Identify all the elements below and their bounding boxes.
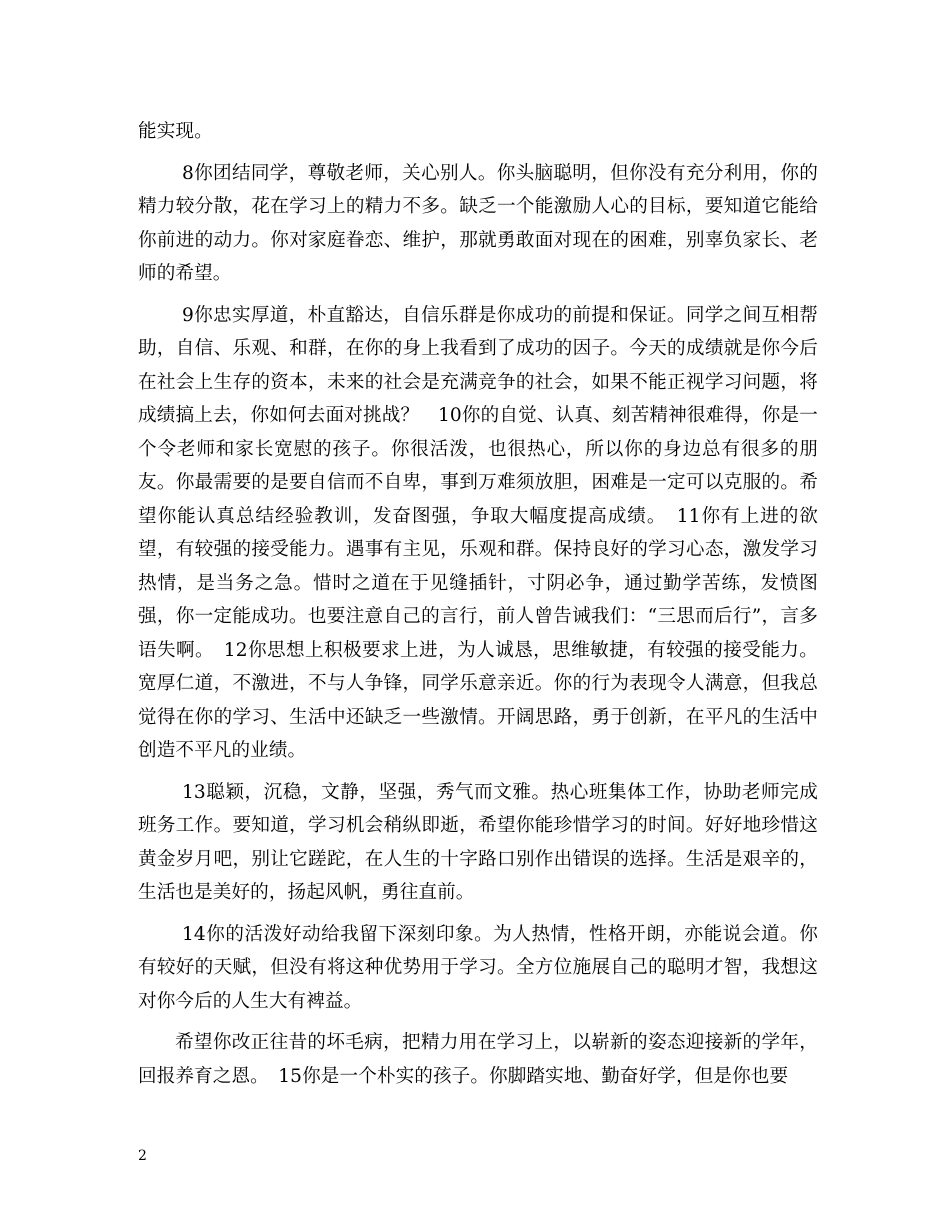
paragraph-comment-14: 14你的活泼好动给我留下深刻印象。为人热情，性格开朗，亦能说会道。你有较好的天赋，但没有将这种优势用于学习。全方位施展自己的聪明才智，我想这对你今后的人生大有裨益。 [138, 923, 818, 1012]
document-body [138, 115, 818, 1101]
paragraph-continuation: 能实现。 [138, 121, 213, 142]
paragraph-comment-9-12: 9你忠实厚道，朴直豁达，自信乐群是你成功的前提和保证。同学之间互相帮助，自信、乐观、和群，在你的身上我看到了成功的因子。今天的成绩就是你今后在社会上生存的资本，未来的社会是充满竞争的社会，如果不能正视学习问题，将成绩搞上去，你如何去面对挑战？ 10你的自觉、认真、刻苦精神很难得，你是一个令老师和家长宽慰的孩子。你很活泼，也很热心，所以你的身边总有很多的朋友。你最需要的是要自信而不自卑，事到万难须放胆，困难是一定可以克服的。希望你能认真总结经验教训，发奋图强，争取大幅度提高成绩。 11你有上进的欲望，有较强的接受能力。遇事有主见，乐观和群。保持良好的学习心态，激发学习热情，是当务之急。惜时之道在于见缝插针，寸阴必争，通过勤学苦练，发愤图强，你一定能成功。也要注意自己的言行，前人曾告诫我们：“三思而后行”，言多语失啊。 12你思想上积极要求上进，为人诚恳，思维敏捷，有较强的接受能力。宽厚仁道，不激进，不与人争锋，同学乐意亲近。你的行为表现令人满意，但我总觉得在你的学习、生活中还缺乏一些激情。开阔思路，勇于创新，在平凡的生活中创造不平凡的业绩。 [138, 304, 818, 761]
paragraph-comment-15: 希望你改正往昔的坏毛病，把精力用在学习上，以崭新的姿态迎接新的学年，回报养育之恩。 15你是一个朴实的孩子。你脚踏实地、勤奋好学，但是你也要 [138, 1032, 818, 1087]
page-number: 2 [138, 1148, 147, 1164]
paragraph-comment-8: 8你团结同学，尊敬老师，关心别人。你头脑聪明，但你没有充分利用，你的精力较分散，花在学习上的精力不多。缺乏一个能激励人心的目标，要知道它能给你前进的动力。你对家庭眷恋、维护，那就勇敢面对现在的困难，别辜负家长、老师的希望。 [138, 162, 818, 284]
paragraph-comment-13: 13聪颖，沉稳，文静，坚强，秀气而文雅。热心班集体工作，协助老师完成班务工作。要知道，学习机会稍纵即逝，希望你能珍惜学习的时间。好好地珍惜这黄金岁月吧，别让它蹉跎，在人生的十字路口别作出错误的选择。生活是艰辛的，生活也是美好的，扬起风帆，勇往直前。 [138, 781, 818, 903]
